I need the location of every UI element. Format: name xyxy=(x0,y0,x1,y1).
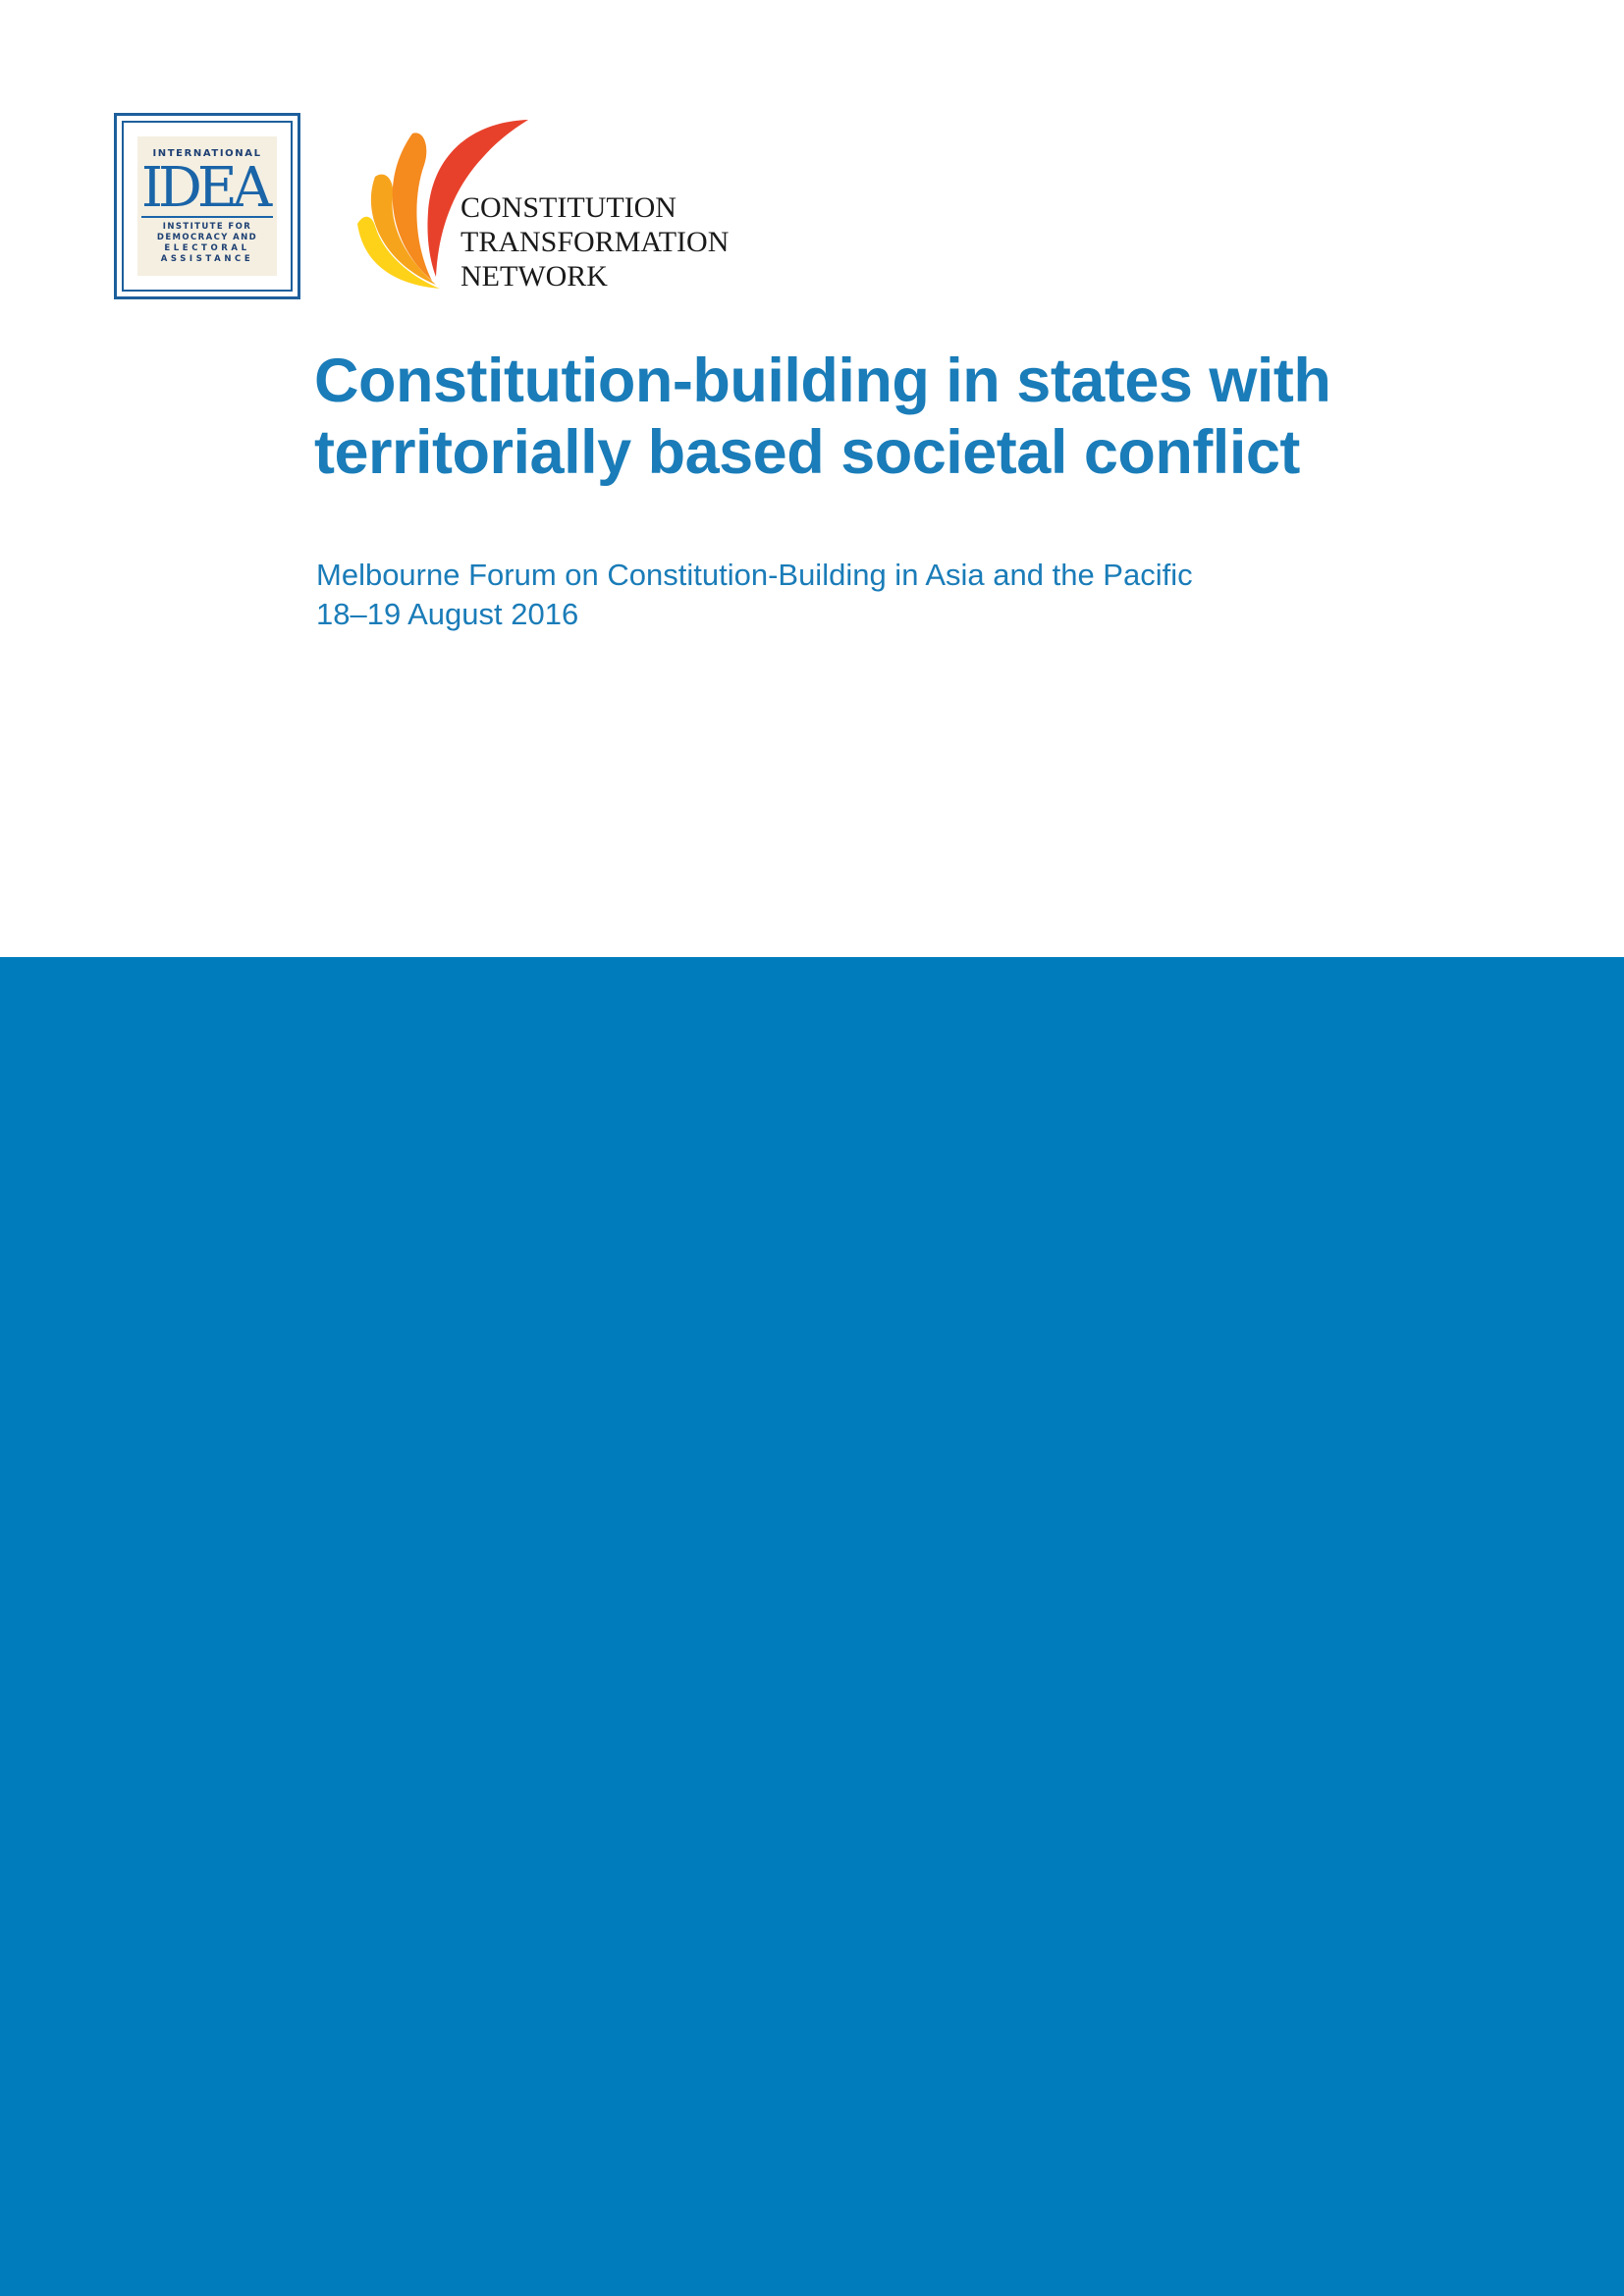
page-title-line: Constitution-building in states with xyxy=(314,347,1331,415)
ctn-logo-line: NETWORK xyxy=(460,260,608,293)
event-info xyxy=(316,556,1396,634)
idea-logo-sub-line: DEMOCRACY AND xyxy=(156,232,258,242)
ctn-logo-line: CONSTITUTION xyxy=(460,191,677,224)
idea-logo-sub-line: ELECTORAL xyxy=(164,242,250,253)
idea-logo-top-text: INTERNATIONAL xyxy=(152,147,262,159)
idea-logo-sub-line: ASSISTANCE xyxy=(160,253,254,264)
page-title-line: territorially based societal conflict xyxy=(314,418,1300,487)
ctn-logo xyxy=(353,116,746,293)
idea-logo-panel xyxy=(137,136,277,276)
cover-blue-panel xyxy=(0,957,1624,2296)
event-date: 18–19 August 2016 xyxy=(316,597,579,631)
idea-logo-sub-line: INSTITUTE FOR xyxy=(162,221,252,232)
event-name: Melbourne Forum on Constitution-Building in Asia and the Pacific xyxy=(316,558,1193,592)
idea-logo xyxy=(114,113,300,299)
ctn-logo-text xyxy=(460,190,729,294)
idea-logo-mark: IDEA xyxy=(141,161,273,218)
page-title xyxy=(314,346,1394,489)
idea-logo-subtext xyxy=(157,222,257,265)
idea-logo-frame xyxy=(122,121,293,292)
ctn-logo-line: TRANSFORMATION xyxy=(460,226,730,258)
